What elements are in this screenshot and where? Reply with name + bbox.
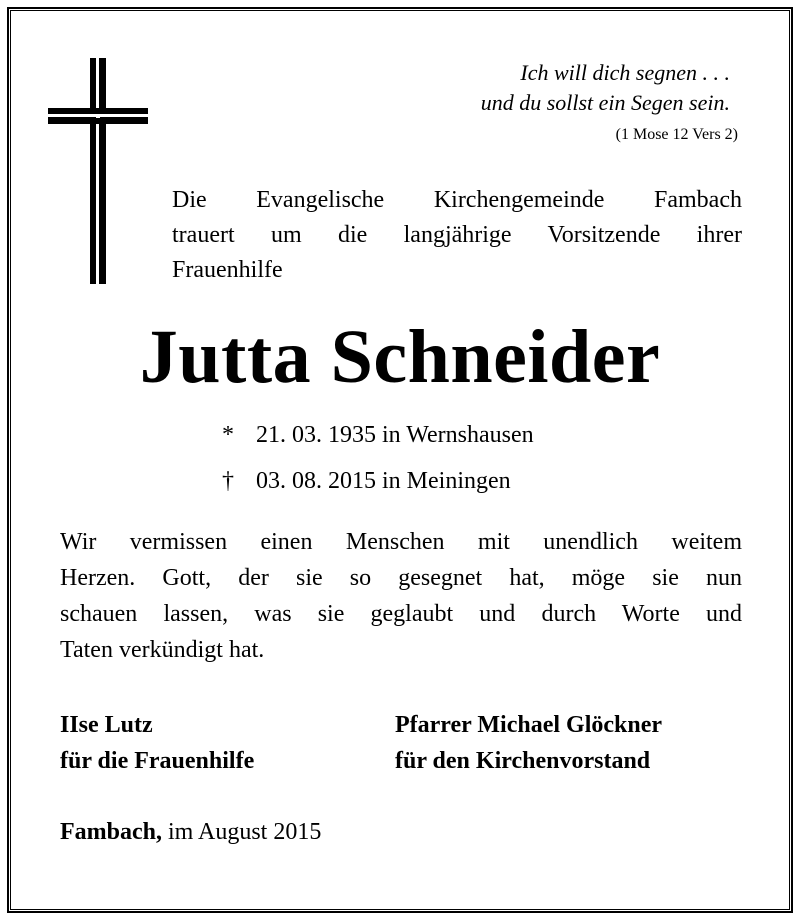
place-name: Fambach, xyxy=(60,819,162,845)
verse-line-1: Ich will dich segnen . . . xyxy=(520,60,730,85)
intro-text xyxy=(172,183,742,288)
notice-date: im August 2015 xyxy=(168,819,322,845)
intro-line-2: trauert um die langjährige Vorsitzende ihrer xyxy=(172,222,742,248)
signature-right-role: für den Kirchenvorstand xyxy=(395,748,651,774)
life-dates xyxy=(222,412,534,504)
verse-reference: (1 Mose 12 Vers 2) xyxy=(615,126,738,143)
death-row xyxy=(222,458,534,504)
signature-left xyxy=(60,707,254,779)
birth-symbol: * xyxy=(222,422,234,448)
signature-left-role: für die Frauenhilfe xyxy=(60,748,255,774)
intro-line-3: Frauenhilfe xyxy=(172,257,283,283)
bible-verse xyxy=(481,58,730,118)
message-line-3: schauen lassen, was sie geglaubt und durch Worte und xyxy=(60,601,742,627)
intro-line-1: Die Evangelische Kirchengemeinde Fambach xyxy=(172,187,742,213)
message-line-2: Herzen. Gott, der sie so gesegnet hat, möge sie nun xyxy=(60,565,742,591)
signature-right xyxy=(395,707,662,779)
cross-icon xyxy=(48,58,148,284)
verse-line-2: und du sollst ein Segen sein. xyxy=(480,90,730,115)
signature-right-name: Pfarrer Michael Glöckner xyxy=(395,712,663,738)
message-line-1: Wir vermissen einen Menschen mit unendlich weitem xyxy=(60,529,742,555)
birth-row xyxy=(222,412,534,458)
death-date: 03. 08. 2015 in Meiningen xyxy=(256,468,511,494)
signature-left-name: IIse Lutz xyxy=(60,712,153,738)
message-line-4: Taten verkündigt hat. xyxy=(60,637,265,663)
memorial-message xyxy=(60,524,742,668)
place-date xyxy=(60,814,321,850)
birth-date: 21. 03. 1935 in Wernshausen xyxy=(256,422,534,448)
death-symbol: † xyxy=(222,468,234,494)
deceased-name: Jutta Schneider xyxy=(139,315,661,399)
